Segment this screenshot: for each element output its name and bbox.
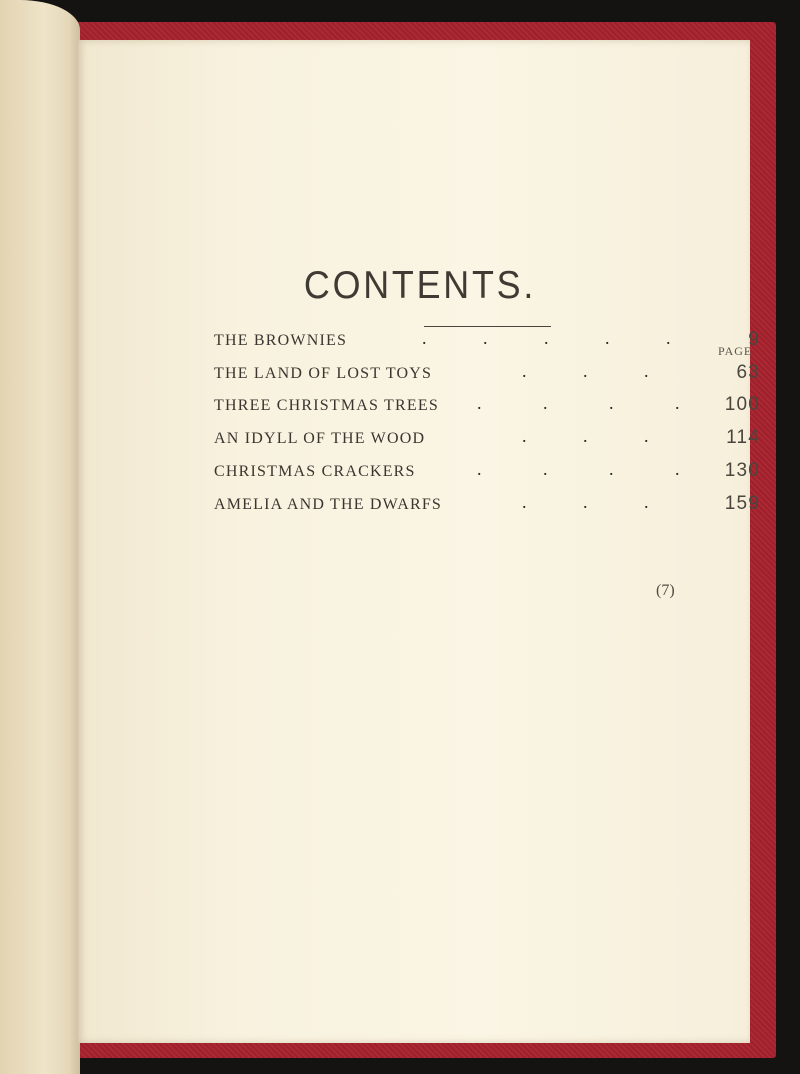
toc-entry [214,459,760,487]
toc-entry [214,328,760,356]
toc-entry-leader: . . . . . [422,328,671,348]
page-column-label: PAGE [718,344,753,358]
toc-entry-page: 63 [736,362,760,383]
toc-entry-page: 9 [748,329,760,350]
toc-entry-page: 130 [724,460,760,481]
toc-entry-title: CHRISTMAS CRACKERS [214,463,416,480]
toc-entry-title: AN IDYLL OF THE WOOD [214,430,426,447]
toc-entry-leader: . . . [522,426,649,446]
toc-entry-page: 114 [726,427,760,448]
toc-entry-title: THREE CHRISTMAS TREES [214,397,439,414]
toc-entry-title: THE BROWNIES [214,332,348,349]
toc-entry-page: 100 [724,394,760,415]
page-number: (7) [656,582,675,599]
page-title: CONTENTS. [303,264,537,307]
toc-entry [214,393,760,421]
toc-entry-page: 159 [724,493,760,514]
title-rule [424,326,551,327]
toc-entry-title: THE LAND OF LOST TOYS [214,365,433,382]
toc-entry-leader: . . . [522,361,649,381]
toc-entry-leader: . . . . [477,459,680,479]
facing-page-edge [0,0,80,1074]
toc-entry-leader: . . . [522,492,649,512]
toc-entry [214,426,760,454]
toc-entry [214,361,760,389]
toc-entry [214,492,760,520]
toc-entry-leader: . . . . [477,393,680,413]
contents-page [78,40,760,1043]
toc-entry-title: AMELIA AND THE DWARFS [214,496,443,513]
